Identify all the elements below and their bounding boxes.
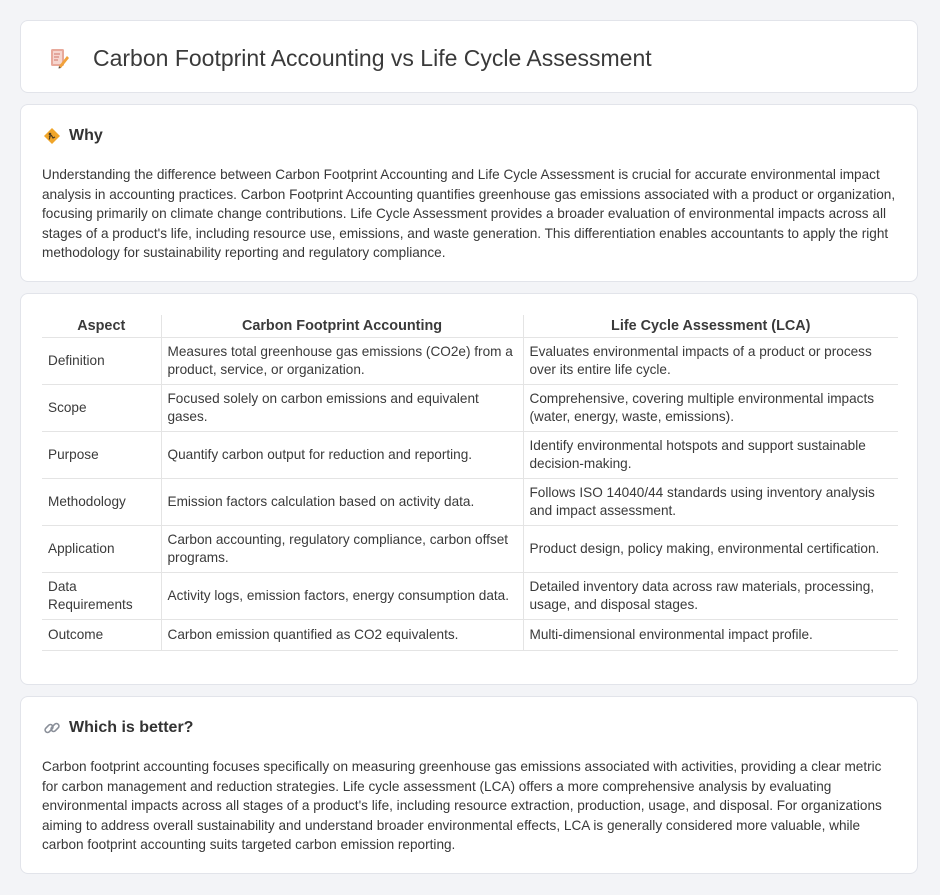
table-header-row bbox=[42, 315, 898, 338]
row-lca: Identify environmental hotspots and support sustainable decision-making. bbox=[523, 432, 898, 479]
row-cfa: Activity logs, emission factors, energy consumption data. bbox=[161, 573, 523, 620]
table-row bbox=[42, 526, 898, 573]
comparison-table bbox=[42, 315, 898, 651]
table-row bbox=[42, 479, 898, 526]
header-card bbox=[20, 20, 918, 93]
row-aspect: Application bbox=[42, 526, 161, 573]
table-row bbox=[42, 620, 898, 651]
row-lca: Detailed inventory data across raw materials, processing, usage, and disposal stages. bbox=[523, 573, 898, 620]
caution-sign-icon bbox=[43, 127, 61, 145]
comparison-table-card bbox=[20, 293, 918, 685]
why-heading-row bbox=[43, 125, 103, 147]
header-life-cycle-assessment: Life Cycle Assessment (LCA) bbox=[523, 315, 898, 338]
row-aspect: Definition bbox=[42, 338, 161, 385]
row-lca: Evaluates environmental impacts of a product or process over its entire life cycle. bbox=[523, 338, 898, 385]
row-cfa: Emission factors calculation based on activity data. bbox=[161, 479, 523, 526]
which-is-better-section bbox=[20, 696, 918, 874]
header-carbon-footprint-accounting: Carbon Footprint Accounting bbox=[161, 315, 523, 338]
better-heading-row bbox=[43, 717, 193, 739]
link-icon bbox=[43, 719, 61, 737]
row-lca: Product design, policy making, environmental certification. bbox=[523, 526, 898, 573]
row-aspect: Data Requirements bbox=[42, 573, 161, 620]
table-row bbox=[42, 385, 898, 432]
row-cfa: Carbon accounting, regulatory compliance, carbon offset programs. bbox=[161, 526, 523, 573]
better-text: Carbon footprint accounting focuses specifically on measuring greenhouse gas emissions associated with activities, providing a clear metric for carbon management and reduction strategies. Life cycle assessment (LCA) offers a more comprehensive analysis by evaluating environmental impacts across all stages of a product's life, including resource extraction, production, usage, and disposal. For organizations aiming to address overall sustainability and understand broader environmental effects, LCA is generally considered more valuable, while carbon footprint accounting suits targeted carbon emission reporting. bbox=[42, 759, 882, 853]
table-row bbox=[42, 573, 898, 620]
table-row bbox=[42, 432, 898, 479]
why-section bbox=[20, 104, 918, 282]
row-cfa: Focused solely on carbon emissions and equivalent gases. bbox=[161, 385, 523, 432]
row-aspect: Scope bbox=[42, 385, 161, 432]
row-aspect: Outcome bbox=[42, 620, 161, 651]
row-cfa: Carbon emission quantified as CO2 equivalents. bbox=[161, 620, 523, 651]
row-lca: Comprehensive, covering multiple environmental impacts (water, energy, waste, emissions). bbox=[523, 385, 898, 432]
row-aspect: Purpose bbox=[42, 432, 161, 479]
row-lca: Multi-dimensional environmental impact profile. bbox=[523, 620, 898, 651]
row-cfa: Quantify carbon output for reduction and reporting. bbox=[161, 432, 523, 479]
header-aspect: Aspect bbox=[42, 315, 161, 338]
why-text: Understanding the difference between Carbon Footprint Accounting and Life Cycle Assessment is crucial for accurate environmental impact analysis in accounting practices. Carbon Footprint Accounting quantifies greenhouse gas emissions associated with a product or organization, focusing primarily on climate change contributions. Life Cycle Assessment provides a broader evaluation of environmental impacts across all stages of a product's life, including resource use, emissions, and waste generation. This differentiation enables accountants to apply the right methodology for sustainability reporting and regulatory compliance. bbox=[42, 167, 896, 261]
page-title: Carbon Footprint Accounting vs Life Cycle Assessment bbox=[93, 45, 652, 71]
row-lca: Follows ISO 14040/44 standards using inventory analysis and impact assessment. bbox=[523, 479, 898, 526]
row-aspect: Methodology bbox=[42, 479, 161, 526]
table-row bbox=[42, 338, 898, 385]
document-pencil-icon bbox=[48, 47, 70, 69]
row-cfa: Measures total greenhouse gas emissions (CO2e) from a product, service, or organization. bbox=[161, 338, 523, 385]
why-heading: Why bbox=[69, 127, 103, 144]
better-heading: Which is better? bbox=[69, 719, 194, 736]
